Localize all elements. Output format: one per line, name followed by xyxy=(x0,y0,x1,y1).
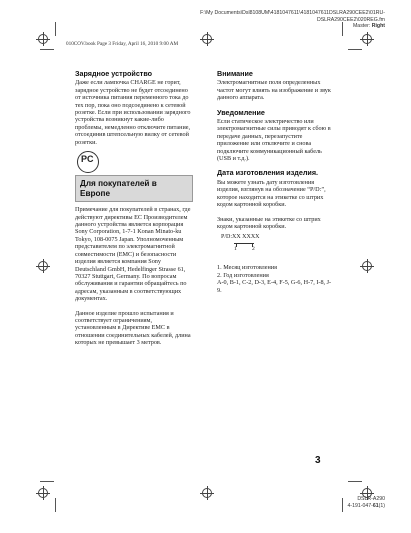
date-code-underline xyxy=(234,243,254,244)
master-value: Right xyxy=(371,23,385,29)
charger-paragraph: Даже если лампочка CHARGE не горит, зарядное устройство не будет отсоединено от источника питания переменного тока до тех пор, пока оно подсоединено к сетевой розетке. Если при использовании зарядного устройства возникнут какие-либо проблемы, немедленно отключите питание, отсоединив штепсельную вилку от сетевой розетки. xyxy=(75,79,191,146)
model-name: DSLR-A290 xyxy=(357,496,385,502)
attention-heading: Внимание xyxy=(217,69,253,78)
date-code-marker-2: 2 xyxy=(252,246,255,253)
notice-heading: Уведомление xyxy=(217,107,265,117)
legend-year-codes: A-0, B-1, C-2, D-3, E-4, F-5, G-6, H-7, I-8, J-9. xyxy=(217,279,332,294)
registration-mark-bottom-center xyxy=(200,486,214,500)
footer xyxy=(347,496,385,509)
registration-mark-top-center xyxy=(200,32,214,46)
crop-mark xyxy=(55,22,56,36)
manufacture-date-paragraph-1: Вы можете узнать дату изготовления изделия, взглянув на обозначение “P/D:”, которое находится на этикетке со штрих кодом картонной коробки. xyxy=(217,178,326,209)
legend-month: 1. Месяц изготовления xyxy=(217,264,277,272)
registration-mark-top-left xyxy=(36,32,50,46)
date-code-diagram xyxy=(221,234,335,258)
registration-mark-bottom-left xyxy=(36,486,50,500)
left-column xyxy=(75,70,193,347)
legend-year: 2. Год изготовления xyxy=(217,271,269,279)
page-number: 3 xyxy=(315,455,321,466)
right-column xyxy=(217,70,335,294)
crop-mark xyxy=(342,498,343,512)
europe-heading-box xyxy=(75,175,193,202)
crop-mark xyxy=(55,498,56,512)
crop-mark xyxy=(40,481,54,482)
crop-mark xyxy=(40,49,54,50)
charger-heading: Зарядное устройство xyxy=(75,69,153,78)
registration-mark-mid-left xyxy=(36,259,50,273)
file-path-header xyxy=(200,10,385,30)
crop-mark xyxy=(348,49,362,50)
manufacture-date-paragraph-2: Знаки, указанные на этикетке со штрих кодом картонной коробки. xyxy=(217,215,321,230)
pct-certification-mark xyxy=(77,151,99,173)
master-label: Master: xyxy=(352,23,372,29)
crop-mark xyxy=(348,481,362,482)
date-code-marker-1: 1 xyxy=(234,246,237,253)
registration-mark-top-right xyxy=(360,32,374,46)
book-info-line: 010COV.book Page 3 Friday, April 16, 2010 9:00 AM xyxy=(66,41,179,47)
crop-mark xyxy=(342,22,343,36)
master-label-line xyxy=(200,23,385,30)
product-code: 4-191-047-61(1) xyxy=(347,502,385,509)
file-path-line-2: DSLRA290CEE2\020REG.fm xyxy=(316,16,385,23)
notice-paragraph: Если статическое электричество или электромагнитные силы приводят к сбою в передаче данных, перезапустите приложение или отключите и снова подключите коммуникационный кабель (USB и т.д.). xyxy=(217,118,331,163)
europe-paragraph-2: Данное изделие прошло испытания и соответствует ограничениям, установленным в Директиве ЕМС в отношении соединительных кабелей, длина которых не превышает 3 метров. xyxy=(75,309,191,347)
registration-mark-mid-right xyxy=(360,259,374,273)
manufacture-date-heading: Дата изготовления изделия. xyxy=(217,168,319,178)
europe-paragraph-1: Примечание для покупателей в странах, где действуют директивы ЕС Производителем данного устройства является корпорация Sony Corporation, 1-7-1 Konan Minato-ku Tokyo, 108-0075 Japan. Уполномоченным представителем по электромагнитной совместимости (EMC) и безопасности изделия является компания Sony Deutschland GmbH, Hedelfinger Strasse 61, 70327 Stuttgart, Germany. По вопросам обслуживания и гарантии обращайтесь по адресам, указанным в соответствующих документах. xyxy=(75,206,191,303)
date-code-label: P/D:XX XXXX xyxy=(221,234,260,241)
attention-paragraph: Электромагнитные поля определенных частот могут влиять на изображение и звук данного аппарата. xyxy=(217,79,331,102)
europe-heading: Для покупателей в Европе xyxy=(80,179,157,198)
file-path-line-1: F:\My Documents\Dsl8108UM\4181047611\4181047611DSLRA290CEE2\01RU- xyxy=(200,10,385,16)
pct-mark-text: PC xyxy=(81,154,94,165)
